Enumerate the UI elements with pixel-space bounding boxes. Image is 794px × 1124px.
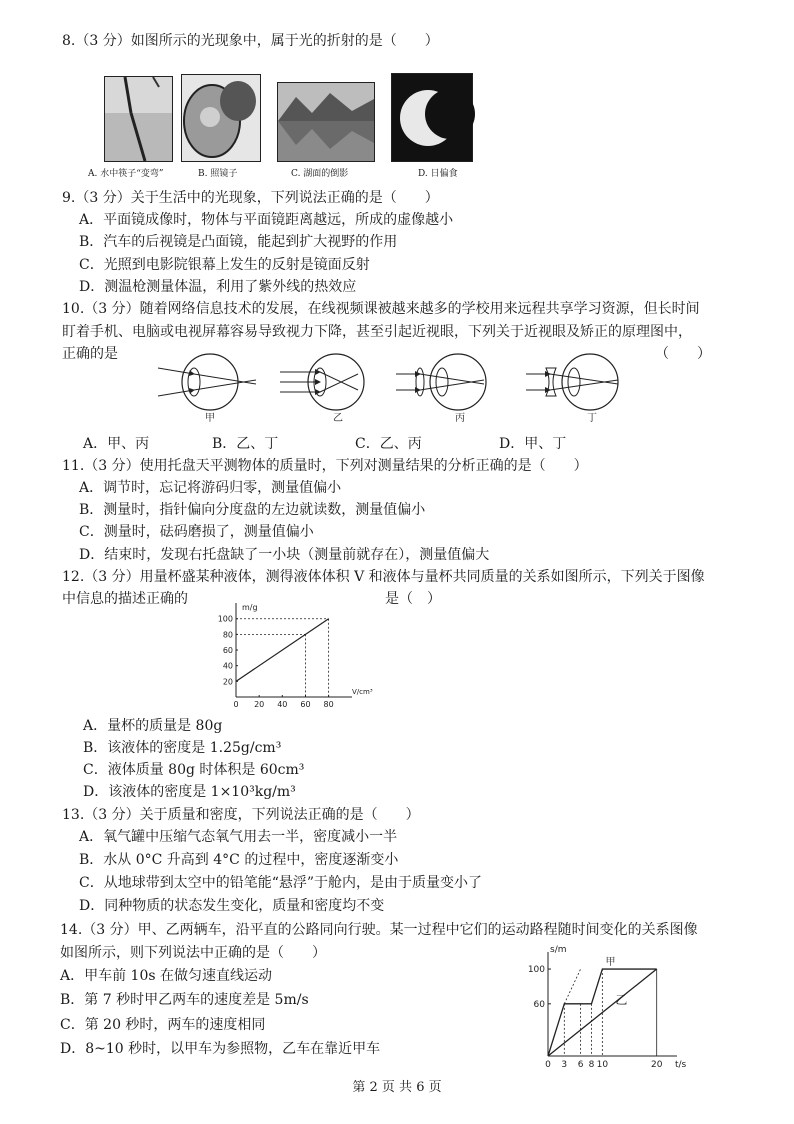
chopsticks-photo <box>104 76 173 162</box>
eye-diagram-yi <box>280 354 364 410</box>
q14-option-b: B．第 7 秒时甲乙两车的速度差是 5m/s <box>60 992 309 1008</box>
y-tick-label: 100 <box>217 614 233 624</box>
q13-option-c: C．从地球带到太空中的铅笔能“悬浮”于舱内，是由于质量变小了 <box>79 875 483 891</box>
q10-stem-line3: 正确的是 <box>62 346 118 362</box>
x-tick-label: 8 <box>588 1060 595 1070</box>
x-tick-label: 0 <box>233 700 239 709</box>
eye-label-yi: 乙 <box>333 413 343 424</box>
q12-stem-line2b: 是（ ） <box>385 591 441 607</box>
q14-stem-line1: 14.（3 分）甲、乙两辆车，沿平直的公路同向行驶。某一过程中它们的运动路程随时间变化的关系图像 <box>60 922 698 938</box>
x-tick-label: 80 <box>323 700 334 709</box>
q8-caption-c: C. 湖面的倒影 <box>291 169 349 179</box>
q11-option-c: C．测量时，砝码磨损了，测量值偏小 <box>79 524 314 540</box>
q8-caption-a: A. 水中筷子“变弯” <box>88 169 164 179</box>
x-tick-label: 3 <box>561 1060 568 1070</box>
eye-label-ding: 丁 <box>587 413 597 424</box>
q9-option-c: C．光照到电影院银幕上发生的反射是镜面反射 <box>79 257 370 273</box>
q12-option-d: D．该液体的密度是 1×10³kg/m³ <box>83 784 296 800</box>
y-tick-label: 40 <box>222 661 233 671</box>
q14-option-d: D．8~10 秒时，以甲车为参照物，乙车在靠近甲车 <box>60 1041 381 1057</box>
x-axis-label: t/s <box>675 1060 687 1070</box>
x-axis-label: V/cm³ <box>352 688 373 696</box>
q9-option-d: D．测温枪测量体温，利用了紫外线的热效应 <box>79 279 357 295</box>
eye-label-jia: 甲 <box>205 413 215 424</box>
guide-line <box>564 969 580 1004</box>
y-tick-label: 60 <box>533 999 545 1010</box>
y-tick-label: 60 <box>222 646 233 656</box>
series-jia-label: 甲 <box>605 957 616 969</box>
q11-option-a: A．调节时，忘记将游码归零，测量值偏小 <box>79 480 342 496</box>
series-yi-label: 乙 <box>615 992 628 1007</box>
partial-eclipse-photo <box>391 73 473 162</box>
q12-stem-line2a: 中信息的描述正确的 <box>62 591 188 607</box>
mirror-photo <box>181 74 261 162</box>
q10-option-d: D．甲、丁 <box>499 436 567 452</box>
q13-option-d: D．同种物质的状态发生变化，质量和密度均不变 <box>79 898 385 914</box>
q14-option-c: C．第 20 秒时，两车的速度相同 <box>60 1017 266 1033</box>
q12-stem-line1: 12.（3 分）用量杯盛某种液体，测得液体体积 V 和液体与量杯共同质量的关系如图所示，下列关于图像 <box>62 569 705 585</box>
x-tick-label: 6 <box>577 1060 584 1070</box>
eye-label-bing: 丙 <box>455 413 465 424</box>
q9-option-a: A．平面镜成像时，物体与平面镜距离越远，所成的虚像越小 <box>79 212 454 228</box>
q10-option-a: A．甲、丙 <box>83 436 150 452</box>
page-footer: 第 2 页 共 6 页 <box>352 1080 442 1095</box>
x-tick-label: 60 <box>300 700 311 709</box>
q10-stem-line1: 10.（3 分）随着网络信息技术的发展，在线视频课被越来越多的学校用来远程共享学习资源，但长时间 <box>62 301 700 317</box>
y-tick-label: 100 <box>527 965 545 976</box>
q11-option-b: B．测量时，指针偏向分度盘的左边就读数，测量值偏小 <box>79 502 426 518</box>
q11-stem: 11.（3 分）使用托盘天平测物体的质量时，下列对测量结果的分析正确的是（ ） <box>62 458 588 474</box>
q14-stem-line2: 如图所示，则下列说法中正确的是（ ） <box>60 945 326 961</box>
q12-option-b: B．该液体的密度是 1.25g/cm³ <box>83 740 282 756</box>
eye-diagram-ding <box>526 354 618 410</box>
q8-caption-d: D. 日偏食 <box>418 169 458 179</box>
q8-caption-b: B. 照镜子 <box>198 169 238 179</box>
q10-answer-blank: （ ） <box>655 346 711 362</box>
q10-option-c: C．乙、丙 <box>355 436 422 452</box>
x-tick-label: 20 <box>650 1060 663 1070</box>
y-tick-label: 20 <box>222 677 233 687</box>
x-tick-label: 20 <box>254 700 265 709</box>
y-axis-label: m/g <box>242 603 258 612</box>
lake-reflection-photo <box>277 82 375 162</box>
y-axis-label: s/m <box>550 945 567 955</box>
q12-option-a: A．量杯的质量是 80g <box>83 718 223 734</box>
q9-stem: 9.（3 分）关于生活中的光现象，下列说法正确的是（ ） <box>62 190 439 206</box>
q14-option-a: A．甲车前 10s 在做匀速直线运动 <box>60 968 273 984</box>
mass-volume-chart <box>217 600 373 712</box>
q12-option-c: C．液体质量 80g 时体积是 60cm³ <box>83 762 305 778</box>
x-tick-label: 0 <box>545 1060 551 1070</box>
q10-stem-line2: 盯着手机、电脑或电视屏幕容易导致视力下降，甚至引起近视眼，下列关于近视眼及矫正的原理图中， <box>62 324 692 340</box>
q13-option-a: A．氧气罐中压缩气态氧气用去一半，密度减小一半 <box>79 829 398 845</box>
eye-diagram-bing <box>396 354 486 410</box>
eye-diagrams <box>158 350 638 420</box>
x-tick-label: 10 <box>596 1060 609 1070</box>
distance-time-chart <box>520 944 685 1072</box>
x-tick-label: 40 <box>277 700 288 709</box>
q10-option-b: B．乙、丁 <box>212 436 279 452</box>
q8-stem: 8.（3 分）如图所示的光现象中，属于光的折射的是（ ） <box>62 33 439 49</box>
eye-diagram-jia <box>158 354 256 410</box>
q13-stem: 13.（3 分）关于质量和密度，下列说法正确的是（ ） <box>62 807 420 823</box>
y-tick-label: 80 <box>222 630 233 640</box>
q11-option-d: D．结束时，发现右托盘缺了一小块（测量前就存在），测量值偏大 <box>79 547 490 563</box>
series-line <box>236 619 329 682</box>
q13-option-b: B．水从 0°C 升高到 4°C 的过程中，密度逐渐变小 <box>79 852 399 868</box>
q9-option-b: B．汽车的后视镜是凸面镜，能起到扩大视野的作用 <box>79 234 398 250</box>
